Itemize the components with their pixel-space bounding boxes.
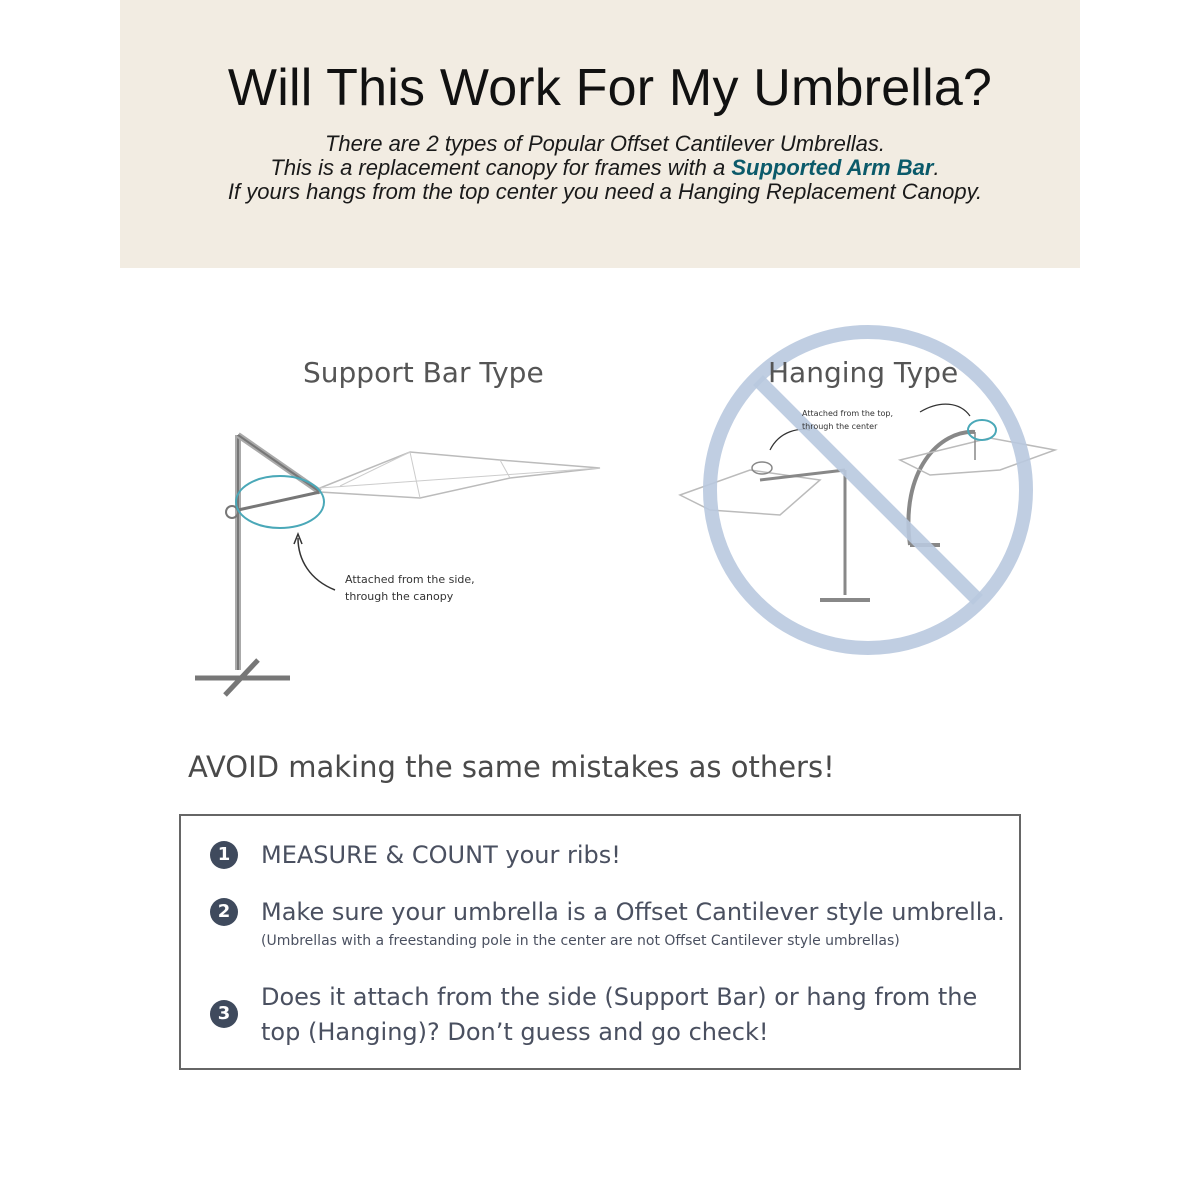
subtitle-line-2-suffix: .	[933, 155, 940, 180]
support-bar-umbrella-illustration	[180, 420, 620, 710]
tip-2-note: (Umbrellas with a freestanding pole in the center are not Offset Cantilever style umbrellas)	[261, 933, 900, 949]
tip-3-text-line-1: Does it attach from the side (Support Bar) or hang from the	[261, 983, 978, 1011]
subtitle-line-1: There are 2 types of Popular Offset Cantilever Umbrellas.	[324, 131, 886, 156]
hanging-type-label: Hanging Type	[768, 356, 959, 389]
hanging-note-line-1: Attached from the top,	[802, 409, 894, 418]
supported-arm-bar-highlight: Supported Arm Bar	[731, 155, 934, 180]
subtitle-line-2	[0, 156, 1200, 180]
tip-number-badge: 3	[210, 1000, 238, 1028]
tip-3-text-line-2: top (Hanging)? Don’t guess and go check!	[261, 1018, 769, 1046]
subtitle-line-2-text: This is a replacement canopy for frames with a	[270, 155, 732, 180]
tip-1-text: MEASURE & COUNT your ribs!	[261, 841, 621, 869]
support-note-line-1: Attached from the side,	[345, 573, 475, 586]
hanging-note	[802, 407, 893, 433]
subtitle-line-3: If yours hangs from the top center you need a Hanging Replacement Canopy.	[227, 179, 983, 204]
support-bar-note	[345, 571, 475, 605]
avoid-heading: AVOID making the same mistakes as others!	[188, 750, 835, 784]
support-note-line-2: through the canopy	[345, 590, 454, 603]
page-title: Will This Work For My Umbrella?	[227, 59, 993, 117]
tips-box	[179, 814, 1021, 1070]
support-bar-type-label: Support Bar Type	[303, 356, 544, 389]
tip-2-text: Make sure your umbrella is a Offset Cantilever style umbrella.	[261, 898, 1005, 926]
tip-number-badge: 1	[210, 841, 238, 869]
tip-number-badge: 2	[210, 898, 238, 926]
hanging-note-line-2: through the center	[802, 422, 878, 431]
